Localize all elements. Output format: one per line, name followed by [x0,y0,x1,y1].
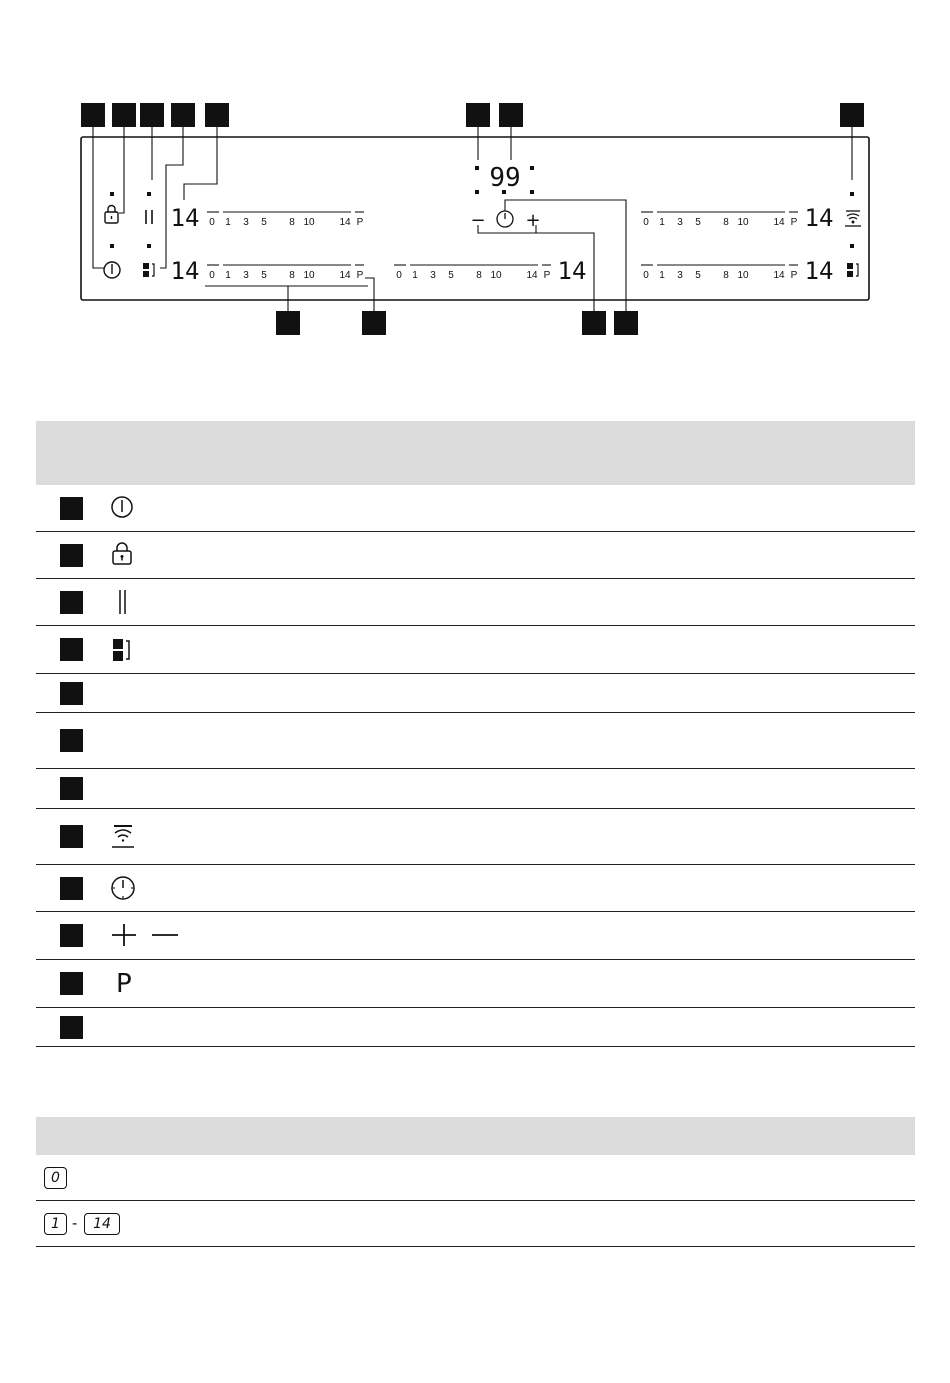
zone-display-rear-right: 14 [804,257,834,285]
scale-label: 8 [476,270,482,281]
table-row [36,579,915,626]
table-row [36,1155,915,1201]
control-bar-front-left[interactable] [207,212,364,228]
scale-label: 8 [723,217,729,228]
scale-label: 10 [490,270,502,281]
row-number-marker [60,497,83,520]
callout-markers-top [81,103,864,127]
pause-icon [110,589,134,620]
indicator-dots [110,166,854,248]
scale-label: 1 [659,217,665,228]
table-row [36,626,915,674]
timer-plus-button[interactable]: + [525,210,541,231]
control-bar-middle[interactable] [394,265,551,281]
scale-label: P [790,270,798,281]
display-one: 1 [44,1213,67,1235]
scale-label: 8 [289,270,295,281]
row-number-marker [60,544,83,567]
scale-label: 8 [289,217,295,228]
control-panel-diagram [0,0,950,345]
row-number-marker [60,972,83,995]
row-number-marker [60,777,83,800]
row-number-marker [60,1016,83,1039]
symbols-table [36,421,915,1047]
scale-label: 3 [243,217,249,228]
row-number-marker [60,877,83,900]
row-number-marker [60,682,83,705]
scale-label: 0 [396,270,402,281]
display-fourteen: 14 [84,1213,120,1235]
scale-label: 8 [723,270,729,281]
plus-minus-icon [110,923,180,952]
scale-label: 1 [225,217,231,228]
control-bars [207,212,798,281]
bridge-icon[interactable] [143,263,154,277]
table-row [36,674,915,713]
zone-display-front-left: 14 [170,204,200,232]
timer-icon[interactable] [497,211,513,227]
scale-label: 0 [209,217,215,228]
scale-label: 3 [243,270,249,281]
scale-label: 10 [737,217,749,228]
scale-label: 0 [209,270,215,281]
scale-label: P [543,270,551,281]
scale-label: 14 [526,270,538,281]
scale-label: 3 [677,270,683,281]
table-row [36,960,915,1008]
symbols-table-header [36,421,915,485]
table-row [36,809,915,865]
scale-label: 5 [695,217,701,228]
scale-label: 5 [261,217,267,228]
table-row [36,1008,915,1047]
displays-table-header [36,1117,915,1155]
table-row [36,912,915,960]
scale-label: 5 [261,270,267,281]
row-number-marker [60,638,83,661]
lock-icon[interactable] [105,206,118,224]
pause-icon[interactable] [146,210,152,224]
scale-label: 3 [677,217,683,228]
scale-label: 1 [412,270,418,281]
control-bar-front-right[interactable] [641,212,798,228]
table-row [36,713,915,769]
power-icon[interactable] [104,262,120,278]
scale-label: 0 [643,270,649,281]
timer-display: 99 [489,163,521,193]
display-zero: 0 [44,1167,67,1189]
symbols-table-body [36,485,915,1047]
lock-icon [110,542,134,571]
zone-display-middle: 14 [557,257,587,285]
table-row [36,485,915,532]
row-number-marker [60,825,83,848]
scale-label: 10 [303,270,315,281]
row-number-marker [60,729,83,752]
scale-label: 10 [303,217,315,228]
zone-display-front-right: 14 [804,204,834,232]
table-row [36,769,915,809]
timer-icon [110,875,136,906]
callout-markers-bottom [276,311,638,335]
scale-label: 14 [773,270,785,281]
control-bar-rear-left[interactable] [207,265,364,281]
scale-label: 14 [773,217,785,228]
row-number-marker [60,924,83,947]
hob2hood-icon [110,824,136,855]
p-letter-icon: P [116,969,132,999]
scale-label: P [790,217,798,228]
table-row [36,532,915,579]
row-number-marker [60,591,83,614]
bridge-icon-right[interactable] [847,263,858,277]
table-row [36,1201,915,1247]
table-row [36,865,915,912]
power-icon [110,495,134,524]
scale-label: P [356,270,364,281]
hob2hood-icon[interactable] [845,211,861,226]
scale-label: 1 [659,270,665,281]
timer-minus-button[interactable]: − [470,210,486,231]
bridge-icon [110,637,134,668]
scale-label: 5 [695,270,701,281]
scale-label: 5 [448,270,454,281]
displays-table [36,1117,915,1247]
scale-label: 1 [225,270,231,281]
scale-label: 3 [430,270,436,281]
scale-label: 14 [339,217,351,228]
range-separator: - [72,1214,78,1232]
scale-label: 0 [643,217,649,228]
scale-label: 10 [737,270,749,281]
scale-label: 14 [339,270,351,281]
control-bar-rear-right[interactable] [641,265,798,281]
zone-display-rear-left: 14 [170,257,200,285]
scale-label: P [356,217,364,228]
